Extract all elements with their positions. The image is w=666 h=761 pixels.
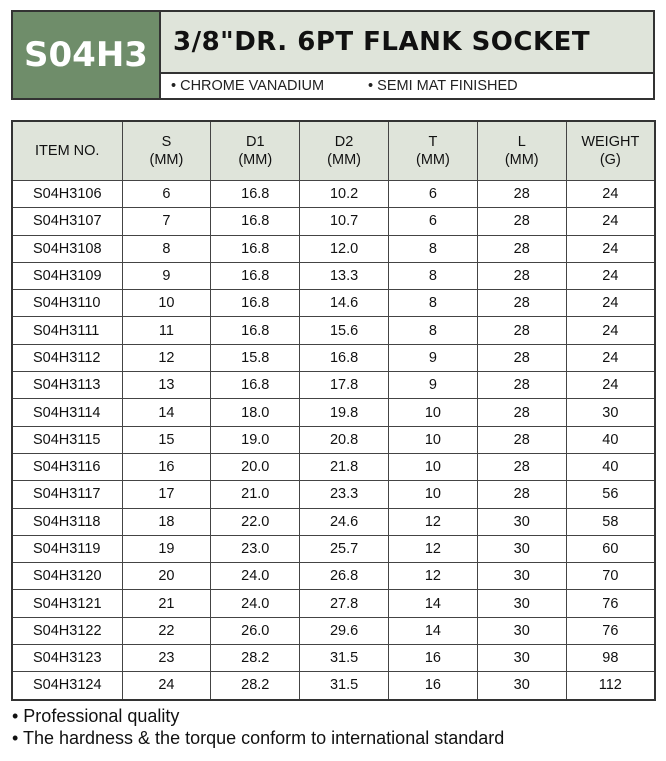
d1-cell: 15.8 (211, 344, 300, 371)
col-header-d2 (300, 121, 389, 181)
d1-cell: 18.0 (211, 399, 300, 426)
d1-cell: 23.0 (211, 535, 300, 562)
table-row (12, 208, 655, 235)
t-cell: 8 (388, 317, 477, 344)
t-cell: 16 (388, 645, 477, 672)
spec-table-body (12, 181, 655, 700)
weight-cell: 60 (566, 535, 655, 562)
s-cell: 14 (122, 399, 211, 426)
l-cell: 28 (477, 181, 566, 208)
l-cell: 28 (477, 262, 566, 289)
weight-cell: 30 (566, 399, 655, 426)
header-right (161, 12, 653, 98)
t-cell: 12 (388, 508, 477, 535)
l-cell: 30 (477, 672, 566, 700)
d1-cell: 16.8 (211, 262, 300, 289)
d1-cell: 28.2 (211, 672, 300, 700)
d1-cell: 21.0 (211, 481, 300, 508)
l-cell: 28 (477, 235, 566, 262)
weight-cell: 24 (566, 181, 655, 208)
col-name: D1 (245, 134, 265, 150)
s-cell: 9 (122, 262, 211, 289)
item-no-cell: S04H3118 (12, 508, 122, 535)
item-no-cell: S04H3109 (12, 262, 122, 289)
t-cell: 9 (388, 372, 477, 399)
product-header (11, 10, 655, 100)
weight-cell: 98 (566, 645, 655, 672)
t-cell: 6 (388, 181, 477, 208)
item-no-cell: S04H3110 (12, 290, 122, 317)
l-cell: 28 (477, 344, 566, 371)
table-row (12, 426, 655, 453)
l-cell: 30 (477, 645, 566, 672)
table-row (12, 262, 655, 289)
item-no-cell: S04H3119 (12, 535, 122, 562)
table-row (12, 181, 655, 208)
l-cell: 28 (477, 426, 566, 453)
weight-cell: 24 (566, 344, 655, 371)
col-name: S (161, 134, 172, 150)
col-name: T (428, 134, 438, 150)
table-row (12, 645, 655, 672)
s-cell: 23 (122, 645, 211, 672)
d1-cell: 24.0 (211, 563, 300, 590)
t-cell: 14 (388, 590, 477, 617)
col-header-d1 (211, 121, 300, 181)
weight-cell: 76 (566, 617, 655, 644)
s-cell: 13 (122, 372, 211, 399)
col-unit: (MM) (238, 152, 273, 168)
l-cell: 30 (477, 508, 566, 535)
t-cell: 10 (388, 399, 477, 426)
s-cell: 8 (122, 235, 211, 262)
item-no-cell: S04H3107 (12, 208, 122, 235)
item-no-cell: S04H3124 (12, 672, 122, 700)
item-no-cell: S04H3122 (12, 617, 122, 644)
col-name: L (517, 134, 526, 150)
item-no-cell: S04H3112 (12, 344, 122, 371)
col-name: WEIGHT (581, 134, 640, 150)
d1-cell: 16.8 (211, 317, 300, 344)
t-cell: 6 (388, 208, 477, 235)
feature-list (161, 74, 653, 98)
t-cell: 10 (388, 453, 477, 480)
weight-cell: 40 (566, 453, 655, 480)
s-cell: 17 (122, 481, 211, 508)
item-no-cell: S04H3123 (12, 645, 122, 672)
feature-chrome-vanadium: • CHROME VANADIUM (171, 78, 325, 94)
table-row (12, 399, 655, 426)
weight-cell: 70 (566, 563, 655, 590)
d2-cell: 23.3 (300, 481, 389, 508)
d2-cell: 21.8 (300, 453, 389, 480)
d1-cell: 16.8 (211, 372, 300, 399)
l-cell: 28 (477, 372, 566, 399)
weight-cell: 24 (566, 208, 655, 235)
d2-cell: 31.5 (300, 645, 389, 672)
d2-cell: 17.8 (300, 372, 389, 399)
l-cell: 28 (477, 208, 566, 235)
s-cell: 12 (122, 344, 211, 371)
weight-cell: 24 (566, 372, 655, 399)
l-cell: 28 (477, 481, 566, 508)
s-cell: 7 (122, 208, 211, 235)
t-cell: 12 (388, 535, 477, 562)
item-no-cell: S04H3120 (12, 563, 122, 590)
d2-cell: 10.2 (300, 181, 389, 208)
d2-cell: 13.3 (300, 262, 389, 289)
weight-cell: 56 (566, 481, 655, 508)
item-no-cell: S04H3116 (12, 453, 122, 480)
table-row (12, 481, 655, 508)
table-row (12, 508, 655, 535)
weight-cell: 24 (566, 262, 655, 289)
col-unit: (MM) (149, 152, 184, 168)
l-cell: 28 (477, 290, 566, 317)
weight-cell: 112 (566, 672, 655, 700)
item-no-cell: S04H3111 (12, 317, 122, 344)
col-unit: (G) (599, 152, 621, 168)
weight-cell: 58 (566, 508, 655, 535)
item-no-cell: S04H3113 (12, 372, 122, 399)
t-cell: 8 (388, 262, 477, 289)
d2-cell: 26.8 (300, 563, 389, 590)
d1-cell: 16.8 (211, 290, 300, 317)
weight-cell: 24 (566, 317, 655, 344)
weight-cell: 24 (566, 235, 655, 262)
d1-cell: 16.8 (211, 235, 300, 262)
t-cell: 16 (388, 672, 477, 700)
t-cell: 9 (388, 344, 477, 371)
weight-cell: 76 (566, 590, 655, 617)
d1-cell: 16.8 (211, 181, 300, 208)
d2-cell: 10.7 (300, 208, 389, 235)
spec-table-header (12, 121, 655, 181)
col-header-item-no (12, 121, 122, 181)
note-quality: • Professional quality (12, 706, 180, 726)
item-no-cell: S04H3115 (12, 426, 122, 453)
t-cell: 8 (388, 235, 477, 262)
s-cell: 19 (122, 535, 211, 562)
s-cell: 22 (122, 617, 211, 644)
d2-cell: 14.6 (300, 290, 389, 317)
table-row (12, 453, 655, 480)
product-code: S04H3 (13, 12, 161, 98)
t-cell: 8 (388, 290, 477, 317)
col-unit: (MM) (415, 152, 450, 168)
table-row (12, 672, 655, 700)
table-row (12, 590, 655, 617)
s-cell: 21 (122, 590, 211, 617)
l-cell: 30 (477, 590, 566, 617)
d1-cell: 20.0 (211, 453, 300, 480)
d2-cell: 20.8 (300, 426, 389, 453)
table-row (12, 235, 655, 262)
col-header-s (122, 121, 211, 181)
d2-cell: 25.7 (300, 535, 389, 562)
l-cell: 28 (477, 399, 566, 426)
d2-cell: 15.6 (300, 317, 389, 344)
item-no-cell: S04H3121 (12, 590, 122, 617)
weight-cell: 24 (566, 290, 655, 317)
item-no-cell: S04H3108 (12, 235, 122, 262)
s-cell: 10 (122, 290, 211, 317)
l-cell: 30 (477, 535, 566, 562)
d1-cell: 26.0 (211, 617, 300, 644)
weight-cell: 40 (566, 426, 655, 453)
s-cell: 18 (122, 508, 211, 535)
col-header-t (388, 121, 477, 181)
d2-cell: 12.0 (300, 235, 389, 262)
col-unit: (MM) (327, 152, 361, 168)
s-cell: 11 (122, 317, 211, 344)
d1-cell: 16.8 (211, 208, 300, 235)
table-row (12, 563, 655, 590)
d1-cell: 22.0 (211, 508, 300, 535)
table-row (12, 372, 655, 399)
item-no-cell: S04H3117 (12, 481, 122, 508)
l-cell: 28 (477, 453, 566, 480)
notes (12, 705, 504, 749)
col-name: D2 (334, 134, 354, 150)
table-row (12, 344, 655, 371)
d1-cell: 28.2 (211, 645, 300, 672)
col-name: ITEM NO. (35, 143, 100, 159)
d2-cell: 31.5 (300, 672, 389, 700)
s-cell: 6 (122, 181, 211, 208)
d1-cell: 19.0 (211, 426, 300, 453)
l-cell: 30 (477, 617, 566, 644)
feature-semi-mat-finished: • SEMI MAT FINISHED (368, 78, 518, 94)
col-unit: (MM) (504, 152, 539, 168)
d2-cell: 27.8 (300, 590, 389, 617)
d2-cell: 19.8 (300, 399, 389, 426)
l-cell: 28 (477, 317, 566, 344)
s-cell: 15 (122, 426, 211, 453)
item-no-cell: S04H3114 (12, 399, 122, 426)
table-row (12, 317, 655, 344)
note-standard: • The hardness & the torque conform to international standard (12, 728, 505, 748)
table-row (12, 535, 655, 562)
t-cell: 14 (388, 617, 477, 644)
table-row (12, 290, 655, 317)
d2-cell: 16.8 (300, 344, 389, 371)
s-cell: 24 (122, 672, 211, 700)
t-cell: 10 (388, 481, 477, 508)
item-no-cell: S04H3106 (12, 181, 122, 208)
col-header-weight (566, 121, 655, 181)
t-cell: 10 (388, 426, 477, 453)
s-cell: 20 (122, 563, 211, 590)
d2-cell: 29.6 (300, 617, 389, 644)
s-cell: 16 (122, 453, 211, 480)
l-cell: 30 (477, 563, 566, 590)
spec-table (11, 120, 656, 701)
col-header-l (477, 121, 566, 181)
t-cell: 12 (388, 563, 477, 590)
d1-cell: 24.0 (211, 590, 300, 617)
d2-cell: 24.6 (300, 508, 389, 535)
table-row (12, 617, 655, 644)
product-title: 3/8"DR. 6PT FLANK SOCKET (161, 12, 653, 74)
